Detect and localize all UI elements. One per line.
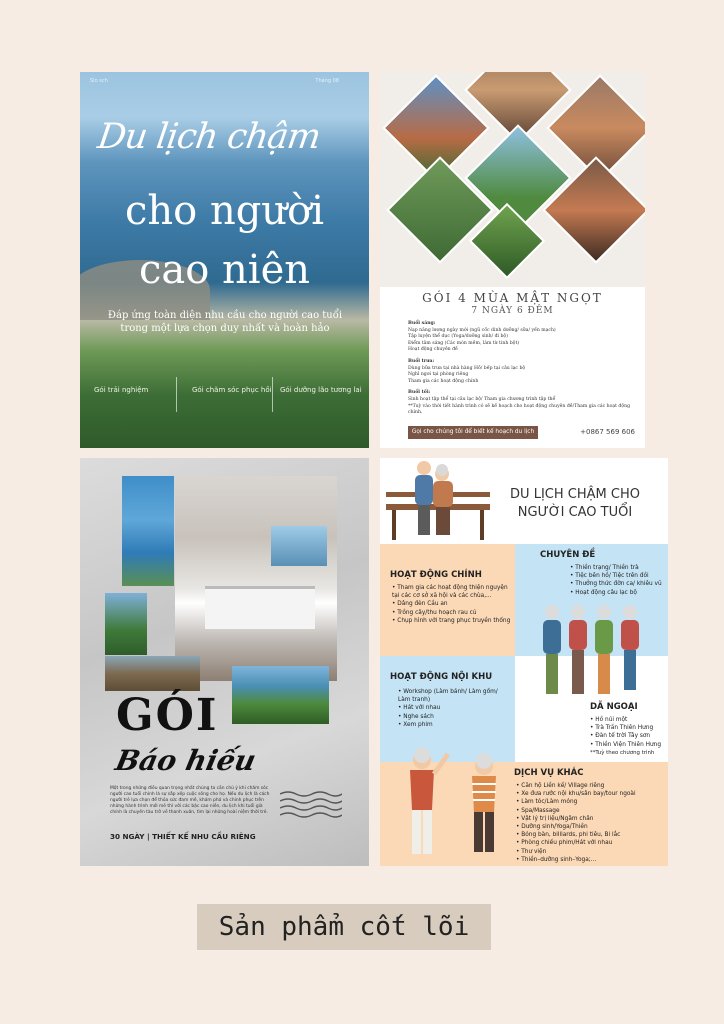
list-item: • Dâng đèn Cầu an xyxy=(392,600,514,608)
poster2-schedule xyxy=(408,321,633,417)
caption-label: Sản phẩm cốt lõi xyxy=(197,904,491,950)
poster-goi-4-mua xyxy=(380,72,645,448)
schedule-heading: Buổi sáng: xyxy=(408,321,436,326)
divider xyxy=(272,377,273,412)
poster4-title-line1: DU LỊCH CHẬM CHO xyxy=(510,487,640,502)
list-hoat-dong-noi-khu xyxy=(398,688,510,729)
list-item: • Đàn tế trời Tây sơn xyxy=(590,732,666,740)
section-title-dich-vu-khac: DỊCH VỤ KHÁC xyxy=(514,768,584,778)
list-item: • Tiệc bên hồ/ Tiệc trên đồi xyxy=(570,572,666,580)
list-dich-vu-khac xyxy=(516,782,666,864)
poster-du-lich-cham xyxy=(80,72,369,448)
list-item: • Vật lý trị liệu/Ngâm chân xyxy=(516,815,666,823)
list-item: • Chụp hình với trang phục truyền thống xyxy=(392,617,514,625)
section-title-da-ngoai: DÃ NGOẠI xyxy=(590,702,638,712)
list-item: • Dưỡng sinh/Yoga/Thiền xyxy=(516,823,666,831)
phone-number: +0867 569 606 xyxy=(580,428,635,436)
list-item: • Xe đưa rước nội khu/sân bay/tour ngoài xyxy=(516,790,666,798)
list-item: • Căn hộ Liền kề/ Village riêng xyxy=(516,782,666,790)
list-item: • Hát với nhau xyxy=(398,704,510,712)
divider xyxy=(176,377,177,412)
schedule-heading: Buổi tối: xyxy=(408,390,431,396)
list-item: • Phòng chiếu phim/Hát với nhau xyxy=(516,839,666,847)
poster3-title-script: Báo hiếu xyxy=(112,744,259,777)
poster1-title-line3: cao niên xyxy=(138,247,311,293)
poster-goi-bao-hieu xyxy=(80,458,369,866)
list-item: • Hồ núi một xyxy=(590,716,666,724)
list-item: • Workshop (Làm bánh/ Làm gốm/ Làm tranh) xyxy=(398,688,510,704)
poster1-title-line2: cho người xyxy=(125,188,324,234)
list-chuyen-de xyxy=(570,564,666,597)
poster1-feature: Gói chăm sóc phục hồi xyxy=(192,386,272,394)
list-item: • Xem phim xyxy=(398,721,510,729)
photo-resort-aerial xyxy=(232,666,329,724)
poster3-description: Một trong những điều quan trọng nhất chúng ta cần chú ý khi chăm sóc người cao tuổi chính là sự sắp xếp cuộc sống cho họ. Nếu du lịch là cách người trẻ lựa chọn để thỏa sức đam mê, khám phá và chinh phục trên những hành trình mới mẻ thì với các bậc cao niên, du lịch khi tuổi già chính là chuyến tàu trở về thanh xuân, tìm lại những hoài niệm thời trẻ. xyxy=(110,786,270,815)
list-item: • Thiền–dưỡng sinh–Yoga;... xyxy=(516,856,666,864)
photo-hotel-room xyxy=(175,476,337,681)
elderly-couple-bench-icon xyxy=(382,458,498,548)
poster1-subtitle-line1: Đáp ứng toàn diện nhu cầu cho người cao tuổi xyxy=(107,310,343,321)
schedule-line: Dùng bữa trưa tại nhà hàng Hồ/ bếp tại câu lạc bộ xyxy=(408,365,526,371)
list-item: • Làm tóc/Làm móng xyxy=(516,798,666,806)
poster1-top-left: Slo sch xyxy=(90,78,108,84)
poster1-subtitle xyxy=(100,309,350,335)
list-item: • Thư viện xyxy=(516,848,666,856)
poster3-footer: 30 NGÀY | THIẾT KẾ NHU CẦU RIÊNG xyxy=(110,832,256,841)
photo-hillside xyxy=(105,593,147,655)
poster1-feature: Gói trải nghiệm xyxy=(94,386,149,394)
list-item: • Tham gia các hoạt động thiện nguyện tại các cơ sở xã hội và các chùa,... xyxy=(392,584,514,600)
list-item: • Trà Trần Thiên Hưng xyxy=(590,724,666,732)
list-item: • Bóng bàn, billiards, phi tiêu, Bi lắc xyxy=(516,831,666,839)
schedule-heading: Buổi trưa: xyxy=(408,358,435,364)
poster1-feature: Gói dưỡng lão tương lai xyxy=(280,386,362,394)
list-da-ngoai xyxy=(590,716,666,749)
schedule-line: Nghỉ ngơi tại phòng riêng xyxy=(408,372,469,378)
list-item: • Thiền trạng/ Thiền trà xyxy=(570,564,666,572)
elderly-group-icon xyxy=(538,600,650,704)
schedule-line: Tham gia các hoạt động chính xyxy=(408,378,479,384)
schedule-line: Sinh hoạt tập thể tại câu lạc bộ/ Tham gia chương trình tập thể xyxy=(408,396,556,402)
postmark-lines-icon xyxy=(280,788,342,818)
schedule-line: **Tuỳ vào thời tiết hành trình có sẽ kế hoạch cho hoạt động chuyên đề/Tham gia các hoạt động chính. xyxy=(408,403,631,416)
poster1-title-script: Du lịch chậm xyxy=(95,117,323,157)
poster4-title xyxy=(486,486,664,522)
da-ngoai-note: **Tuỳ theo chương trình xyxy=(590,750,655,756)
poster2-title: GÓI 4 MÙA MẬT NGỌT xyxy=(422,291,603,305)
elderly-exercise-icon xyxy=(384,740,516,866)
list-item: • Spa/Massage xyxy=(516,807,666,815)
section-title-chuyen-de: CHUYÊN ĐỀ xyxy=(540,550,596,560)
schedule-line: Nạp năng lượng ngày mới (ngũ cốc dinh dưỡng/ sữa/ yến mạch) xyxy=(408,327,556,333)
list-item: • Trồng cây/thu hoạch rau củ xyxy=(392,609,514,617)
photo-outdoor xyxy=(105,656,200,691)
schedule-line: Điểm tâm sáng (Các món mềm, làm từ tinh bột) xyxy=(408,340,520,346)
contact-cta-button[interactable]: Gọi cho chúng tôi để biết kế hoạch du lịch xyxy=(408,426,538,439)
photo-pool xyxy=(122,476,174,586)
list-item: • Thưởng thức đờn ca/ khiêu vũ xyxy=(570,580,666,588)
list-item: • Hoạt động câu lạc bộ xyxy=(570,589,666,597)
list-item: • Nghe sách xyxy=(398,713,510,721)
poster3-title: GÓI xyxy=(116,690,219,741)
poster2-subtitle: 7 NGÀY 6 ĐÊM xyxy=(471,306,554,316)
poster1-top-right: Tháng 08 xyxy=(315,78,339,84)
section-title-hoat-dong-chinh: HOẠT ĐỘNG CHÍNH xyxy=(390,570,482,580)
poster1-subtitle-line2: trong một lựa chọn duy nhất và hoàn hảo xyxy=(120,323,330,334)
schedule-line: Tập luyện thể dục (Yoga/dưỡng sinh/ đi bộ) xyxy=(408,334,508,340)
list-item: • Thiền Viện Thiên Hưng xyxy=(590,741,666,749)
poster-nguoi-cao-tuoi xyxy=(380,458,668,866)
poster4-title-line2: NGƯỜI CAO TUỔI xyxy=(517,505,633,520)
section-title-hoat-dong-noi-khu: HOẠT ĐỘNG NỘI KHU xyxy=(390,672,493,682)
list-hoat-dong-chinh xyxy=(392,584,514,625)
schedule-line: Hoạt động chuyên đề xyxy=(408,347,458,353)
